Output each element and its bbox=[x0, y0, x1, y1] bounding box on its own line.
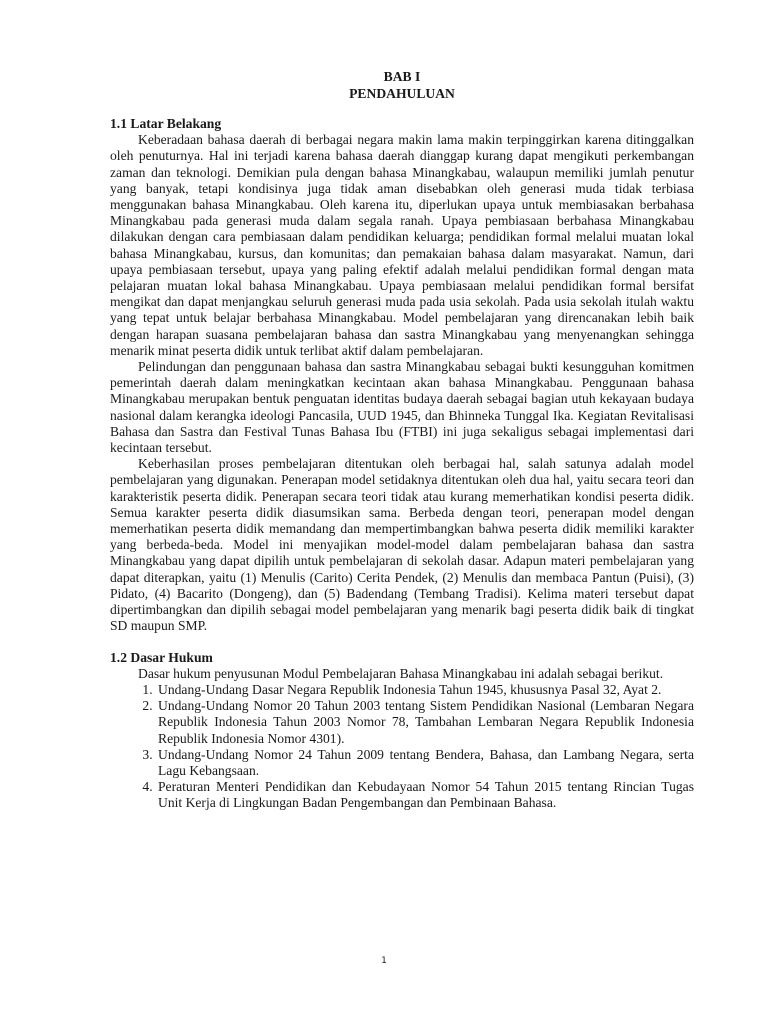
list-item: 2. Undang-Undang Nomor 20 Tahun 2003 tentang Sistem Pendidikan Nasional (Lembaran Negara Republik Indonesia Tahun 2003 Nomor 78, Tambahan Lembaran Negara Republik Indonesia Republik Indonesia Nomor 4301). bbox=[156, 698, 694, 747]
list-item: 4. Peraturan Menteri Pendidikan dan Kebudayaan Nomor 54 Tahun 2015 tentang Rincian Tugas Unit Kerja di Lingkungan Badan Pengembangan dan Pembinaan Bahasa. bbox=[156, 779, 694, 811]
chapter-heading bbox=[110, 68, 694, 102]
section-heading-dasar-hukum: 1.2 Dasar Hukum bbox=[110, 649, 213, 665]
paragraph: Dasar hukum penyusunan Modul Pembelajaran Bahasa Minangkabau ini adalah sebagai berikut. bbox=[138, 665, 664, 681]
chapter-title: PENDAHULUAN bbox=[349, 86, 455, 101]
legal-basis-list bbox=[110, 682, 694, 812]
paragraph: Keberhasilan proses pembelajaran ditentukan oleh berbagai hal, salah satunya adalah model pembelajaran yang digunakan. Penerapan model setidaknya ditentukan oleh dua hal, yaitu secara teori dan karakteristik peserta didik. Penerapan secara teori tidak atau kurang memerhatikan kondisi peserta didik. Semua karakter peserta didik diasumsikan sama. Berbeda dengan teori, penerapan model dengan memerhatikan peserta didik memandang dan mempertimbangkan bahwa peserta didik memiliki karakter yang berbeda-beda. Model ini menyajikan model-model dalam pembelajaran bahasa dan sastra Minangkabau yang dapat dipilih untuk pembelajaran di sekolah dasar. Adapun materi pembelajaran yang dapat diterapkan, yaitu (1) Menulis (Carito) Cerita Pendek, (2) Menulis dan membaca Pantun (Puisi), (3) Pidato, (4) Bacarito (Dongeng), dan (5) Badendang (Tembang Tradisi). Kelima materi tersebut dapat dipertimbangkan dan dipilih sebagai model pembelajaran yang menarik bagi peserta didik baik di tingkat SD maupun SMP. bbox=[110, 456, 694, 634]
section-spacer bbox=[110, 635, 694, 650]
list-item: 3. Undang-Undang Nomor 24 Tahun 2009 tentang Bendera, Bahasa, dan Lambang Negara, serta Lagu Kebangsaan. bbox=[156, 747, 694, 779]
chapter-number: BAB I bbox=[383, 69, 421, 84]
paragraph: Pelindungan dan penggunaan bahasa dan sastra Minangkabau sebagai bukti kesungguhan komitmen pemerintah daerah dalam meningkatkan kecintaan akan bahasa Minangkabau. Penggunaan bahasa Minangkabau merupakan bentuk penguatan identitas budaya daerah sebagai bagian utuh kekayaan budaya nasional dalam kerangka ideologi Pancasila, UUD 1945, dan Bhinneka Tunggal Ika. Kegiatan Revitalisasi Bahasa dan Sastra dan Festival Tunas Bahasa Ibu (FTBI) ini juga sekaligus sebagai implementasi dari kecintaan tersebut. bbox=[110, 359, 694, 456]
page-number: 1 bbox=[381, 956, 387, 966]
section-heading-latar-belakang: 1.1 Latar Belakang bbox=[110, 116, 222, 131]
paragraph: Keberadaan bahasa daerah di berbagai negara makin lama makin terpinggirkan karena ditinggalkan oleh penuturnya. Hal ini terjadi karena bahasa daerah dianggap kurang dapat mengikuti perkembangan zaman dan teknologi. Demikian pula dengan bahasa Minangkabau, walaupun memiliki jumlah penutur yang banyak, tetapi kondisinya juga tidak aman disebabkan oleh generasi muda tidak terbiasa menggunakan bahasa Minangkabau. Oleh karena itu, diperlukan upaya untuk membiasakan berbahasa Minangkabau pada generasi muda dalam segala ranah. Upaya pembiasaan berbahasa Minangkabau dilakukan dengan cara pembiasaan dalam pendidikan keluarga; pendidikan formal melalui muatan lokal bahasa Minangkabau, kursus, dan komunitas; dan pemakaian bahasa dalam masyarakat. Namun, dari upaya pembiasaan tersebut, upaya yang paling efektif adalah melalui pendidikan formal dengan mata pelajaran muatan lokal bahasa Minangkabau. Upaya pembiasaan melalui pendidikan formal bersifat mengikat dan dapat menjangkau seluruh generasi muda pada usia sekolah. Pada usia sekolah itulah waktu yang tepat untuk belajar berbahasa Minangkabau. Model pembelajaran yang direncanakan lebih baik dengan harapan suasana pembelajaran bahasa dan sastra Minangkabau yang menyenangkan sehingga menarik minat peserta didik untuk terlibat aktif dalam pembelajaran. bbox=[110, 132, 694, 358]
list-item: 1. Undang-Undang Dasar Negara Republik Indonesia Tahun 1945, khususnya Pasal 32, Ayat 2. bbox=[156, 682, 694, 698]
document-page bbox=[110, 60, 694, 812]
